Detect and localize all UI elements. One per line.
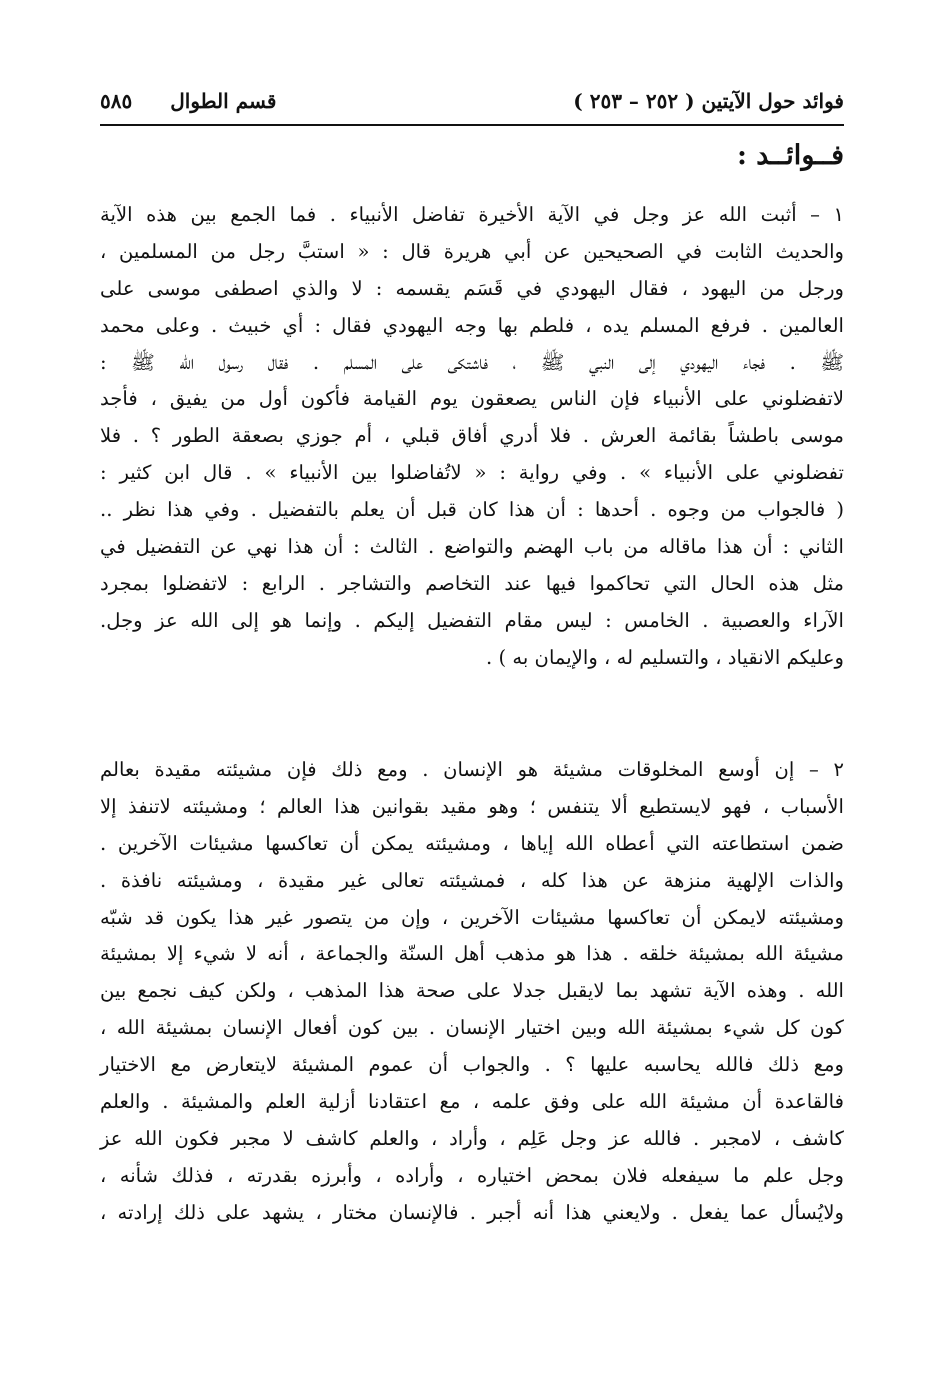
- text-line: ﷺ . فجاء اليهودي إلى النبي ﷺ ، فاشتكى على المسلم . فقال رسول الله ﷺ :: [100, 350, 844, 374]
- text-line: ( فالجواب من وجوه . أحدها : أن هذا كان قبل أن يعلم بالتفضيل . وفي هذا نظر ..: [100, 498, 844, 522]
- text-line: فالقاعدة أن مشيئة الله على وفق علمه ، مع اعتقادنا أزلية العلم والمشيئة . والعلم: [100, 1090, 844, 1114]
- text-line: مشيئة الله بمشيئة خلقه . هذا هو مذهب أهل السنّة والجماعة ، أنه لا شيء إلا بمشيئة: [100, 942, 844, 966]
- text-line: ورجل من اليهود ، فقال اليهودي في قَسَم يقسمه : لا والذي اصطفى موسى على: [100, 276, 844, 300]
- text-line: مثل هذه الحال التي تحاكموا فيها عند التخاصم والتشاجر . الرابع : لاتفضلوا بمجرد: [100, 571, 844, 595]
- text-line: موسى باطشاً بقائمة العرش . فلا أدري أفاق قبلي ، أم جوزي بصعقة الطور ؟ . فلا: [100, 424, 844, 448]
- text-line: ولايُسأل عما يفعل . ولايعني هذا أنه أجبر . فالإنسان مختار ، يشهد على ذلك إرادته ،: [100, 1200, 844, 1224]
- running-title: فوائد حول الآيتين ( ٢٥٢ – ٢٥٣ ): [573, 89, 844, 113]
- section-name: قسم الطوال: [170, 89, 277, 113]
- text-line: ١ – أثبت الله عز وجل في الآية الأخيرة تفاضل الأنبياء . فما الجمع بين هذه الآية: [100, 203, 844, 226]
- text-line: ٢ – إن أوسع المخلوقات مشيئة هو الإنسان . ومع ذلك فإن مشيئته مقيدة بعالم: [100, 758, 844, 781]
- text-line: العالمين . فرفع المسلم يده ، فلطم بها وجه اليهودي فقال : أي خبيث . وعلى محمد: [100, 313, 844, 337]
- text-line: كاشف ، لامجبر . فالله عز وجل عَلِم ، وأراد ، والعلم كاشف لا مجبر فكون الله عز: [100, 1126, 844, 1150]
- page-number: ٥٨٥: [100, 89, 133, 113]
- text-line: والذات الإلهية منزهة عن هذا كله ، فمشيئته تعالى غير مقيدة ، ومشيئته نافذة .: [100, 868, 844, 892]
- text-line: لاتفضلوني على الأنبياء فإن الناس يصعقون يوم القيامة فأكون أول من يفيق ، فأجد: [100, 387, 844, 411]
- text-line: وعليكم الانقياد ، والتسليم له ، والإيمان به ) .: [486, 645, 844, 669]
- page-header: [100, 84, 844, 118]
- text-line: ضمن استطاعته التي أعطاه الله إياها ، ومشيئته يمكن أن تعاكسها مشيئات الآخرين .: [100, 831, 844, 855]
- header-left-group: [100, 89, 276, 113]
- text-line: والحديث الثابت في الصحيحين عن أبي هريرة قال : « استبَّ رجل من المسلمين ،: [100, 239, 844, 263]
- section-heading: فــوائــد :: [736, 140, 844, 171]
- text-line: ومع ذلك فالله يحاسبه عليها ؟ . والجواب أن عموم المشيئة لايتعارض مع الاختيار: [100, 1053, 844, 1077]
- paragraph-1: [100, 197, 844, 677]
- text-line: الآراء والعصبية . الخامس : ليس مقام التفضيل إليكم . وإنما هو إلى الله عز وجل.: [100, 608, 844, 632]
- text-line: الثاني : أن هذا ماقاله من باب الهضم والتواضع . الثالث : أن هذا نهي عن التفضيل في: [100, 535, 844, 559]
- text-line: الله . وهذه الآية تشهد بما لايقبل جدلا على صحة هذا المذهب ، ولكن كيف نجمع بين: [100, 979, 844, 1003]
- text-line: تفضلوني على الأنبياء » . وفي رواية : « لاتُفاضلوا بين الأنبياء » . قال ابن كثير :: [100, 461, 844, 485]
- header-divider: [100, 124, 844, 126]
- text-line: ومشيئته لايمكن أن تعاكسها مشيئات الآخرين ، وإن من يتصور غير هذا يكون قد شبّه: [100, 905, 844, 929]
- text-line: كون كل شيء بمشيئة الله وبين اختيار الإنسان . بين كون أفعال الإنسان بمشيئة الله ،: [100, 1016, 844, 1040]
- text-line: الأسباب ، فهو لايستطيع ألا يتنفس ؛ وهو مقيد بقوانين هذا العالم ؛ ومشيئته لاتنفذ إلا: [100, 794, 844, 818]
- text-line: وجل علم ما سيفعله فلان بمحض اختياره ، وأراده ، وأبرزه بقدرته ، فذلك شأنه ،: [100, 1163, 844, 1187]
- paragraph-2: [100, 752, 844, 1232]
